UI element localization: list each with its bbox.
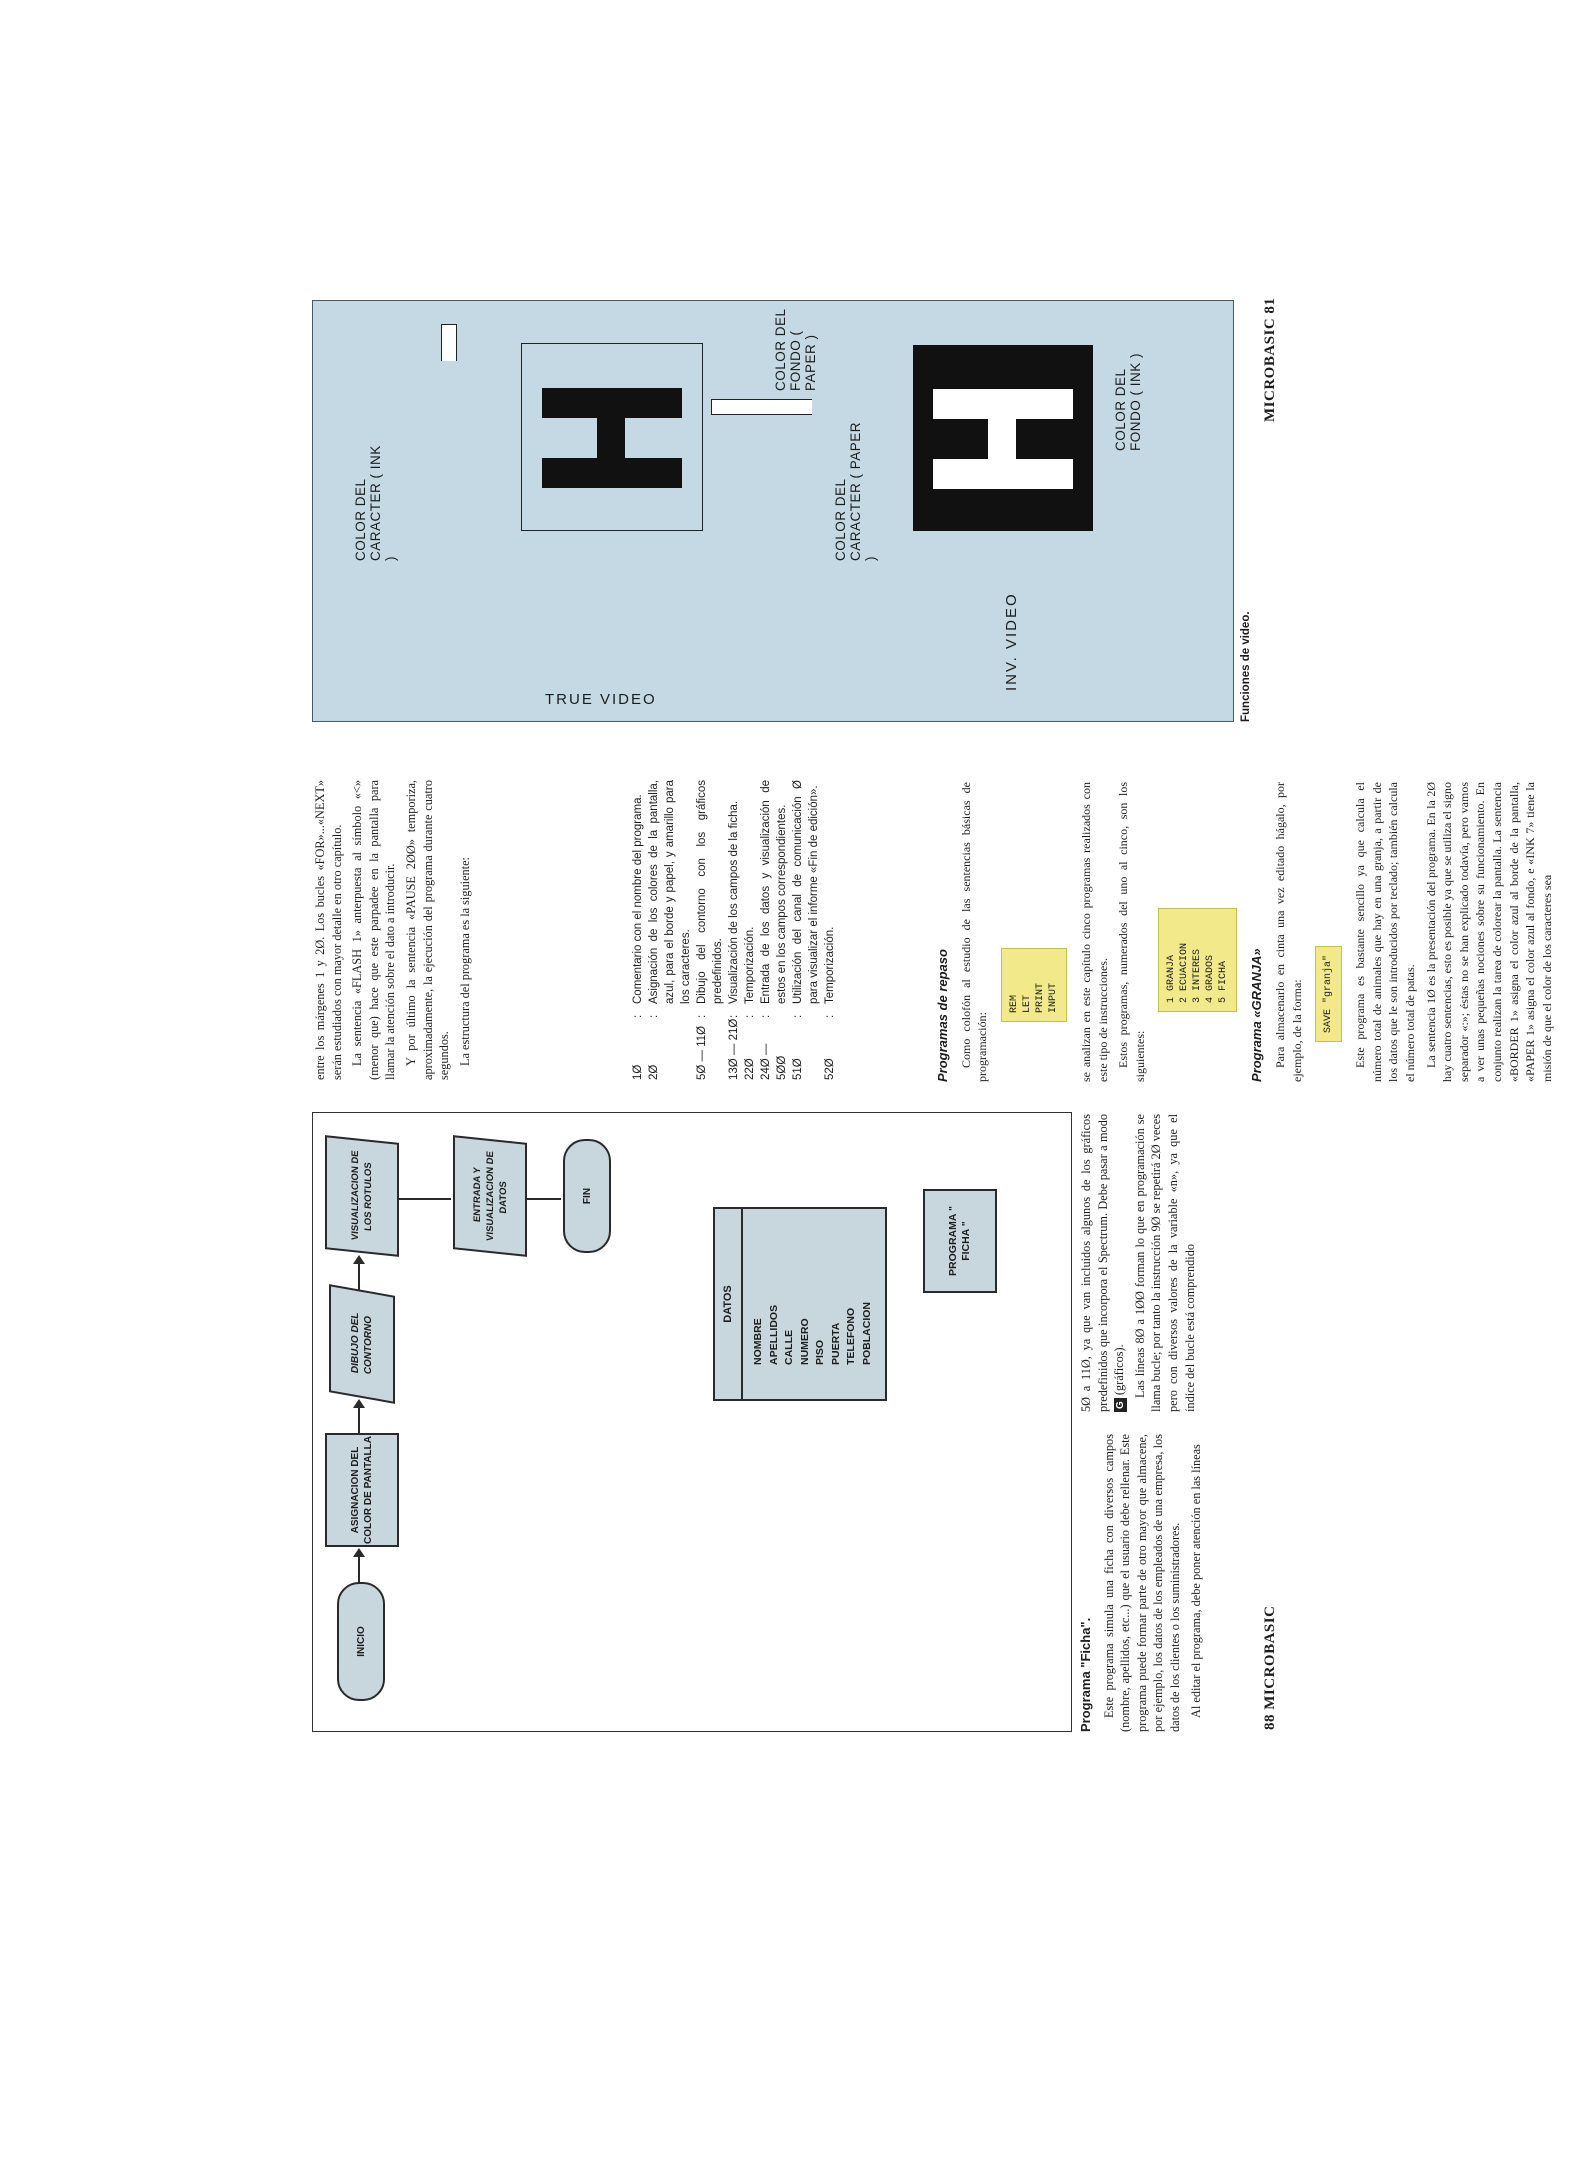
- true-video-title: TRUE VIDEO: [545, 691, 657, 708]
- structure-desc: Temporización.: [744, 926, 756, 1004]
- flow-arrow: [358, 1550, 360, 1584]
- datos-field: CALLE: [783, 1330, 795, 1365]
- datos-title: DATOS: [715, 1209, 743, 1399]
- paragraph: Este programa es bastante sencillo ya que calcula el número total de animales que hay en una granja, a partir de los datos que le son introducidos por teclado; también calcula el número total de patas.: [1353, 782, 1417, 1082]
- structure-line: 24Ø — 5ØØ: [760, 1043, 788, 1080]
- flow-connector: [525, 1198, 561, 1200]
- structure-line: 22Ø: [744, 1058, 756, 1080]
- paragraph: La sentencia «FLASH 1» anterpuesta al símbolo «<» (menor que) hace que este parpadee en la pantalla para llamar la atención sobre el dato a introducir.: [350, 780, 398, 1080]
- program-item: 2 ECUACION: [1179, 942, 1191, 1003]
- datos-field: TELEFONO: [845, 1307, 857, 1365]
- text-run: (gráficos).: [1112, 1344, 1127, 1396]
- right-column-1: [935, 782, 1077, 1082]
- program-item: 1 GRANJA: [1166, 954, 1178, 1003]
- inv-paper-label: COLOR DEL CARACTER ( PAPER ): [833, 421, 878, 561]
- flow-connector: [397, 1198, 451, 1200]
- video-functions-figure: [312, 300, 1234, 722]
- save-command: SAVE "granja": [1315, 946, 1342, 1042]
- structure-desc: Asignación de los colores de la pantalla, azul, para el borde y papel, y amarillo para los caracteres.: [648, 780, 692, 1004]
- granja-heading: Programa «GRANJA»: [1249, 948, 1265, 1082]
- flowchart-figure: [312, 1112, 1072, 1732]
- keyword-box: [1001, 948, 1067, 1022]
- datos-field: POBLACION: [860, 1302, 873, 1365]
- paragraph: La sentencia 1Ø es la presentación del programa. En la 2Ø hay cuatro sentencias, esto es posible ya que se utiliza el signo separador «:»; éstas no se han explicado todavía, pero vamos a ver unas pequeñas nociones sobre su funcionamiento. En conjunto realizan la tarea de colorear la pantalla. La sentencia «BORDER 1» asigna el color azul al borde de la pantalla, «PAPER 1» asigna el color azul al fondo, e «INK 7» tiene la misión de que el color de los caracteres sea: [1423, 782, 1554, 1082]
- paragraph: entre los márgenes 1 y 2Ø. Los bucles «FOR»...«NEXT» serán estudiados con mayor detalle en otro capítulo.: [313, 780, 344, 1080]
- datos-field: NUMERO: [798, 1318, 811, 1365]
- letter-h-true: [522, 344, 702, 530]
- flow-step-fin: FIN: [563, 1139, 611, 1253]
- programa-ficha-box: PROGRAMA " FICHA ": [923, 1189, 997, 1293]
- programa-ficha-heading: Programa "Ficha".: [1078, 1617, 1093, 1732]
- structure-line: 5Ø — 11Ø: [696, 1025, 708, 1080]
- left-column-2: [1078, 1114, 1202, 1412]
- datos-field: PUERTA: [829, 1322, 842, 1365]
- structure-desc: Visualización de los campos de la ficha.: [728, 800, 740, 1004]
- program-structure-list: [630, 780, 838, 1080]
- keyword: LET: [1021, 994, 1033, 1013]
- structure-row: 24Ø — 5ØØ : Entrada de los datos y visualización de estos en los campos correspondientes.: [760, 780, 788, 1080]
- program-item: 3 INTERES: [1192, 948, 1204, 1003]
- datos-fields: [743, 1209, 883, 1399]
- left-page-footer: 88 MICROBASIC: [1262, 1605, 1278, 1730]
- key-g-icon: G: [1114, 1398, 1127, 1412]
- keyword: REM: [1008, 994, 1020, 1013]
- structure-row: 2Ø : Asignación de los colores de la pantalla, azul, para el borde y papel, y amarillo para los caracteres.: [648, 780, 692, 1080]
- paper-arrow: [711, 399, 812, 415]
- keyword: PRINT: [1034, 982, 1046, 1013]
- letter-h-inv: [913, 345, 1093, 531]
- flow-step-entrada: ENTRADA Y VISUALIZACION DE DATOS: [453, 1135, 527, 1257]
- structure-row: 52Ø : Temporización.: [822, 780, 838, 1080]
- structure-desc: Temporización.: [824, 926, 836, 1004]
- true-ink-label: COLOR DEL CARACTER ( INK ): [353, 445, 398, 561]
- right-column-2: [1078, 782, 1559, 1082]
- flow-arrow: [358, 1257, 360, 1291]
- left-column-1: [1078, 1434, 1208, 1732]
- flow-step-inicio: INICIO: [337, 1582, 385, 1701]
- paragraph: Como colofón al estudio de las sentencias básicas de programación:: [958, 782, 990, 1082]
- right-page-footer: MICROBASIC 81: [1262, 297, 1278, 422]
- flow-step-asignacion: ASIGNACION DEL COLOR DE PANTALLA: [325, 1433, 399, 1547]
- repaso-heading: Programas de repaso: [935, 949, 950, 1082]
- paragraph: Estos programas, numerados del uno al cinco, son los siguientes:: [1116, 782, 1147, 1082]
- paragraph: se analizan en este capítulo cinco programas realizados con este tipo de instrucciones.: [1079, 782, 1110, 1082]
- structure-line: 51Ø: [792, 1058, 804, 1080]
- left-column-3: [312, 780, 477, 1080]
- datos-field: PISO: [814, 1339, 826, 1365]
- structure-desc: Comentario con el nombre del programa.: [632, 794, 644, 1004]
- paragraph: La estructura del programa es la siguiente:: [457, 857, 472, 1066]
- text-run: 5Ø a 11Ø, ya que van incluidos algunos de los gráficos predefinidos que incorpora el Spectrum. Debe pasar a modo: [1079, 1114, 1110, 1412]
- program-list-box: [1158, 908, 1237, 1012]
- structure-desc: Entrada de los datos y visualización de estos en los campos correspondientes.: [760, 780, 788, 1004]
- inv-video-box: [913, 345, 1093, 531]
- flow-step-dibujo: DIBUJO DEL CONTORNO: [329, 1284, 395, 1404]
- program-item: 4 GRADOS: [1205, 954, 1217, 1003]
- program-item: 5 FICHA: [1218, 960, 1230, 1003]
- structure-line: 13Ø — 21Ø: [728, 1018, 740, 1080]
- paragraph: Este programa simula una ficha con diversos campos (nombre, apellidos, etc...) que el usuario debe rellenar. Este programa puede formar parte de otro mayor que almacene, por ejemplo, los datos de los empleados de una empresa, los datos de los clientes o los suministradores.: [1101, 1434, 1182, 1732]
- structure-line: 52Ø: [824, 1058, 836, 1080]
- flow-arrow: [358, 1401, 360, 1435]
- inv-ink-label: COLOR DEL FONDO ( INK ): [1113, 353, 1143, 451]
- paragraph: Al editar el programa, debe poner atención en las líneas: [1188, 1444, 1203, 1718]
- structure-row: 13Ø — 21Ø : Visualización de los campos de la ficha.: [726, 780, 742, 1080]
- paragraph: [1078, 1114, 1128, 1412]
- structure-row: 1Ø : Comentario con el nombre del programa.: [630, 780, 646, 1080]
- structure-row: 51Ø : Utilización del canal de comunicación Ø para visualizar el informe «Fin de edición».: [792, 780, 820, 1080]
- keyword: INPUT: [1047, 982, 1059, 1013]
- datos-box: [713, 1207, 887, 1401]
- structure-row: 5Ø — 11Ø : Dibujo del contorno con los gráficos predefinidos.: [696, 780, 724, 1080]
- structure-line: 2Ø: [648, 1064, 660, 1080]
- figure-caption: Funciones de video.: [1240, 611, 1252, 722]
- true-video-box: [521, 343, 703, 531]
- paragraph: Las líneas 8Ø a 1ØØ forman lo que en programación se llama bucle; por tanto la instrucción 9Ø se repetirá 2Ø veces pero con diversos valores de la variable «n», ya que el índice del bucle está comprendido: [1132, 1114, 1197, 1412]
- inv-video-title: INV. VIDEO: [1003, 592, 1020, 691]
- structure-line: 1Ø: [632, 1064, 644, 1080]
- paragraph: Y por último la sentencia «PAUSE 2ØØ» temporiza, aproximadamente, la ejecución del programa durante cuatro segundos.: [403, 780, 452, 1080]
- structure-desc: Dibujo del contorno con los gráficos predefinidos.: [696, 780, 724, 1004]
- paragraph: Para almacenarlo en cinta una vez editado hágalo, por ejemplo, de la forma:: [1272, 782, 1304, 1082]
- ink-arrow: [441, 324, 457, 361]
- flow-step-visualizacion: VISUALIZACION DE LOS ROTULOS: [325, 1135, 399, 1257]
- true-paper-label: COLOR DEL FONDO ( PAPER ): [773, 308, 818, 391]
- structure-desc: Utilización del canal de comunicación Ø para visualizar el informe «Fin de edición».: [792, 780, 820, 1004]
- structure-row: 22Ø : Temporización.: [742, 780, 758, 1080]
- datos-field: NOMBRE: [752, 1318, 764, 1365]
- datos-field: APELLIDOS: [767, 1304, 780, 1365]
